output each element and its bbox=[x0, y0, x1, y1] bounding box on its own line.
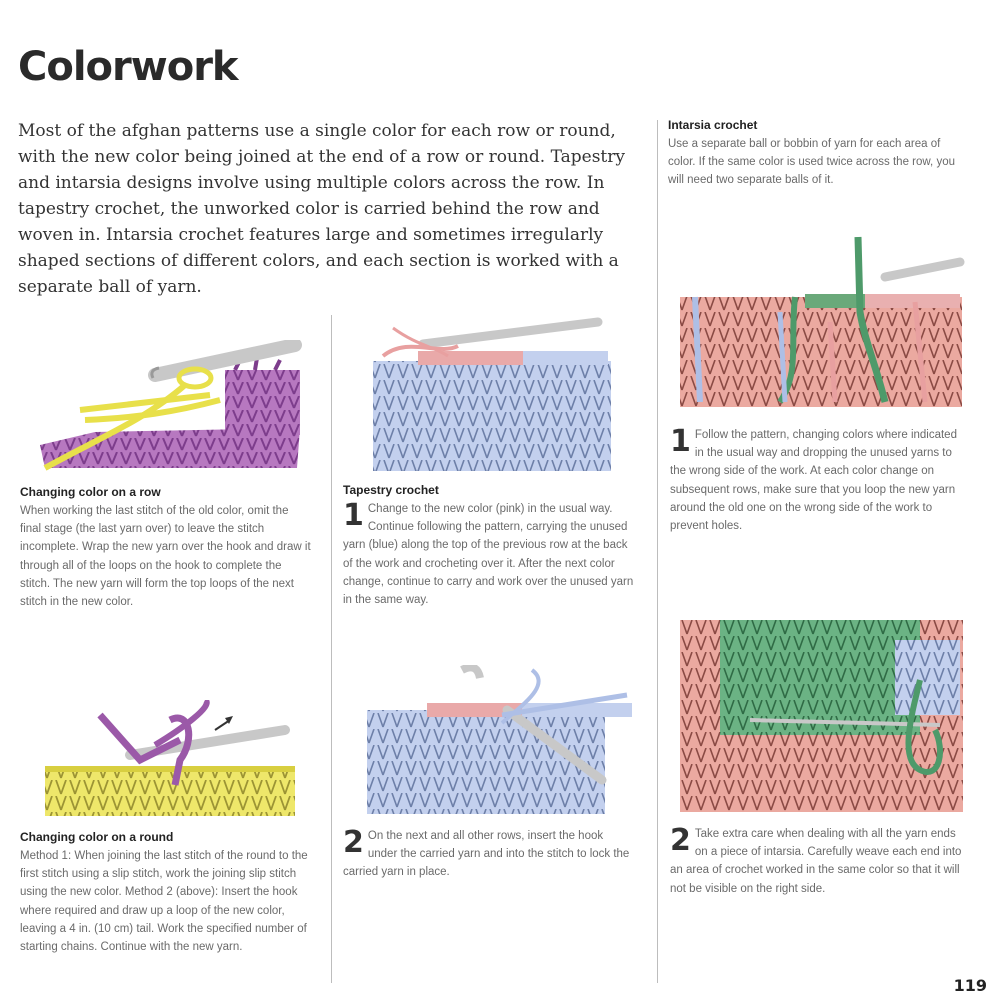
changing-color-row-illustration bbox=[35, 340, 305, 472]
intro-paragraph: Most of the afghan patterns use a single color for each row or round, with the new color being joined at the end of a row or round. Tapestry and intarsia designs involve using multiple colors across the row. In tapestry crochet, the unworked color is carried behind the row and woven in. Intarsia crochet features large and sometimes irregularly shaped sections of different colors, and each section is worked with a separate ball of yarn. bbox=[18, 121, 625, 297]
tapestry-heading: Tapestry crochet bbox=[343, 483, 439, 497]
changing-color-row-text: When working the last stitch of the old color, omit the final stage (the last yarn over) to leave the stitch incomplete. Wrap the new yarn over the hook and draw it through all of the loops on the hook to complete the stitch. The new yarn will form the top loops of the next stitch in the new color. bbox=[20, 505, 311, 609]
intarsia-step1-text: Follow the pattern, changing colors where indicated in the usual way and dropping the unused yarns to the wrong side of the work. At each color change on subsequent rows, make sure that you loop the new yarn around the old one on the wrong side of the work to prevent holes. bbox=[670, 429, 957, 533]
intarsia-step1-number: 1 bbox=[670, 424, 691, 459]
tapestry-step1-illustration bbox=[368, 316, 613, 474]
tapestry-step1-number: 1 bbox=[343, 498, 364, 533]
column-divider-right bbox=[657, 120, 658, 983]
tapestry-step1-text: Change to the new color (pink) in the usual way. Continue following the pattern, carrying the unused yarn (blue) along the top of the previous row at the back of the work and crocheting over it. After the next color change, continue to carry and work over the unused yarn in the same way. bbox=[343, 503, 634, 607]
intarsia-heading: Intarsia crochet bbox=[668, 118, 758, 132]
intarsia-step2 bbox=[670, 825, 968, 898]
changing-color-round-text: Method 1: When joining the last stitch of the round to the first stitch using a slip stitch, work the joining slip stitch using the new color. Method 2 (above): Insert the hook where required and draw up a loop of the new color, leaving a 4 in. (10 cm) tail. Work the specified number of starting chains. Continue with the new yarn. bbox=[20, 850, 308, 954]
tapestry-step2-number: 2 bbox=[343, 825, 364, 860]
changing-color-round-illustration bbox=[40, 700, 300, 820]
tapestry-step1 bbox=[343, 500, 635, 609]
intarsia-step1 bbox=[670, 426, 968, 535]
tapestry-step2 bbox=[343, 827, 635, 882]
column-divider-left bbox=[331, 315, 332, 983]
intarsia-step2-text: Take extra care when dealing with all the yarn ends on a piece of intarsia. Carefully weave each end into an area of crochet worked in the same color so that it will not be visible on the right side. bbox=[670, 828, 962, 895]
changing-color-round-heading: Changing color on a round bbox=[20, 830, 174, 844]
page-title: Colorwork bbox=[18, 44, 238, 90]
intarsia-intro: Use a separate ball or bobbin of yarn for each area of color. If the same color is used twice across the row, you will need two separate balls of it. bbox=[668, 138, 955, 187]
intarsia-step2-number: 2 bbox=[670, 823, 691, 858]
tapestry-step2-text: On the next and all other rows, insert the hook under the carried yarn and into the stitch to lock the carried yarn in place. bbox=[343, 830, 630, 879]
intarsia-step1-illustration bbox=[675, 232, 965, 410]
changing-color-row-heading: Changing color on a row bbox=[20, 485, 161, 499]
page-number: 119 bbox=[953, 976, 987, 995]
tapestry-step2-illustration bbox=[362, 665, 637, 817]
intarsia-step2-illustration bbox=[680, 620, 963, 812]
